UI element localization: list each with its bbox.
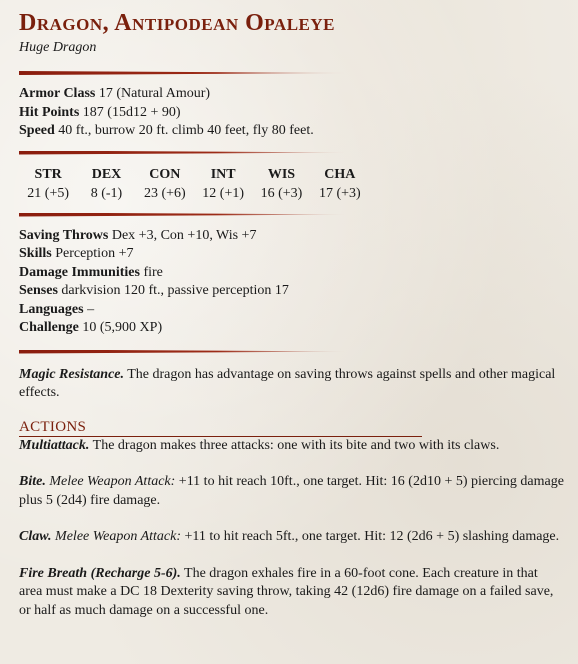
ability-str [19,165,77,203]
hit-points-label: Hit Points [19,104,80,120]
challenge-value: 10 (5,900 XP) [82,320,163,335]
ability-con [136,165,194,203]
languages-value: – [87,301,95,317]
skills-value: Perception +7 [55,246,134,261]
hit-points-value: 187 (15d12 + 90) [82,104,181,120]
action-name: Fire Breath (Recharge 5-6). [19,565,181,581]
saving-throws-line [19,227,564,246]
trait-name: Magic Resistance. [19,366,124,382]
speed-value: 40 ft., burrow 20 ft. climb 40 feet, fly 80 feet. [58,123,314,138]
ability-dex [77,165,135,203]
action-name: Claw. [19,529,52,544]
action-text: The dragon exhales fire in a 60-foot cone. Each creature in that area must make a DC 18 Dexterity saving throw, taking 42 (12d6) fire damage on a failed save, or half as much damage on a successful one. [19,565,554,618]
armor-class-value: 17 (Natural Amour) [98,86,211,101]
ability-name: WIS [267,166,296,182]
action-text: +11 to hit reach 10ft., one target. Hit: 16 (2d10 + 5) piercing damage plus 5 (2d4) fire damage. [19,474,564,508]
saving-throws-label: Saving Throws [19,227,109,243]
languages-line [19,301,564,320]
action-fire-breath [19,565,564,621]
ability-scores [19,165,369,203]
armor-class-line [19,85,564,104]
senses-line [19,282,564,301]
speed-label: Speed [19,123,55,138]
ability-int [194,165,252,203]
ability-value: 21 (+5) [27,185,70,201]
ability-value: 8 (-1) [90,185,123,201]
action-claw [19,528,564,547]
ability-value: 16 (+3) [260,185,303,201]
monster-type: Huge Dragon [19,40,97,55]
ability-value: 12 (+1) [202,185,245,201]
challenge-line [19,319,564,338]
speed-line [19,122,564,141]
ability-name: DEX [91,166,122,182]
skills-label: Skills [19,246,52,261]
saving-throws-value: Dex +3, Con +10, Wis +7 [111,227,257,243]
action-text: +11 to hit reach 5ft., one target. Hit: 12 (2d6 + 5) slashing damage. [184,529,560,544]
damage-immunities-line [19,264,564,283]
ability-name: STR [34,166,62,182]
action-text: The dragon makes three attacks: one with its bite and two with its claws. [92,437,500,453]
challenge-label: Challenge [19,320,79,335]
ability-wis [252,165,310,203]
hit-points-line [19,104,564,123]
monster-name: Dragon, Antipodean Opaleye [19,10,335,36]
damage-immunities-label: Damage Immunities [19,264,140,280]
ability-name: CHA [324,166,356,182]
senses-label: Senses [19,283,58,298]
armor-class-label: Armor Class [19,86,96,101]
trait-text: The dragon has advantage on saving throws against spells and other magical effects. [19,366,556,400]
ability-name: CON [149,166,181,182]
action-name: Bite. [19,474,46,489]
actions-heading: ACTIONS [19,419,422,437]
ability-value: 17 (+3) [318,185,361,201]
skills-line [19,245,564,264]
attack-kind: Melee Weapon Attack: [49,474,176,489]
action-bite [19,473,564,510]
attack-kind: Melee Weapon Attack: [55,529,181,544]
ability-cha [311,165,369,203]
action-multiattack [19,437,564,456]
action-name: Multiattack. [19,437,90,453]
senses-value: darkvision 120 ft., passive perception 17 [61,283,289,298]
damage-immunities-value: fire [143,264,163,280]
trait-magic-resistance [19,366,564,403]
languages-label: Languages [19,301,84,317]
stat-block [19,9,564,620]
ability-value: 23 (+6) [143,185,186,201]
ability-name: INT [210,166,236,182]
